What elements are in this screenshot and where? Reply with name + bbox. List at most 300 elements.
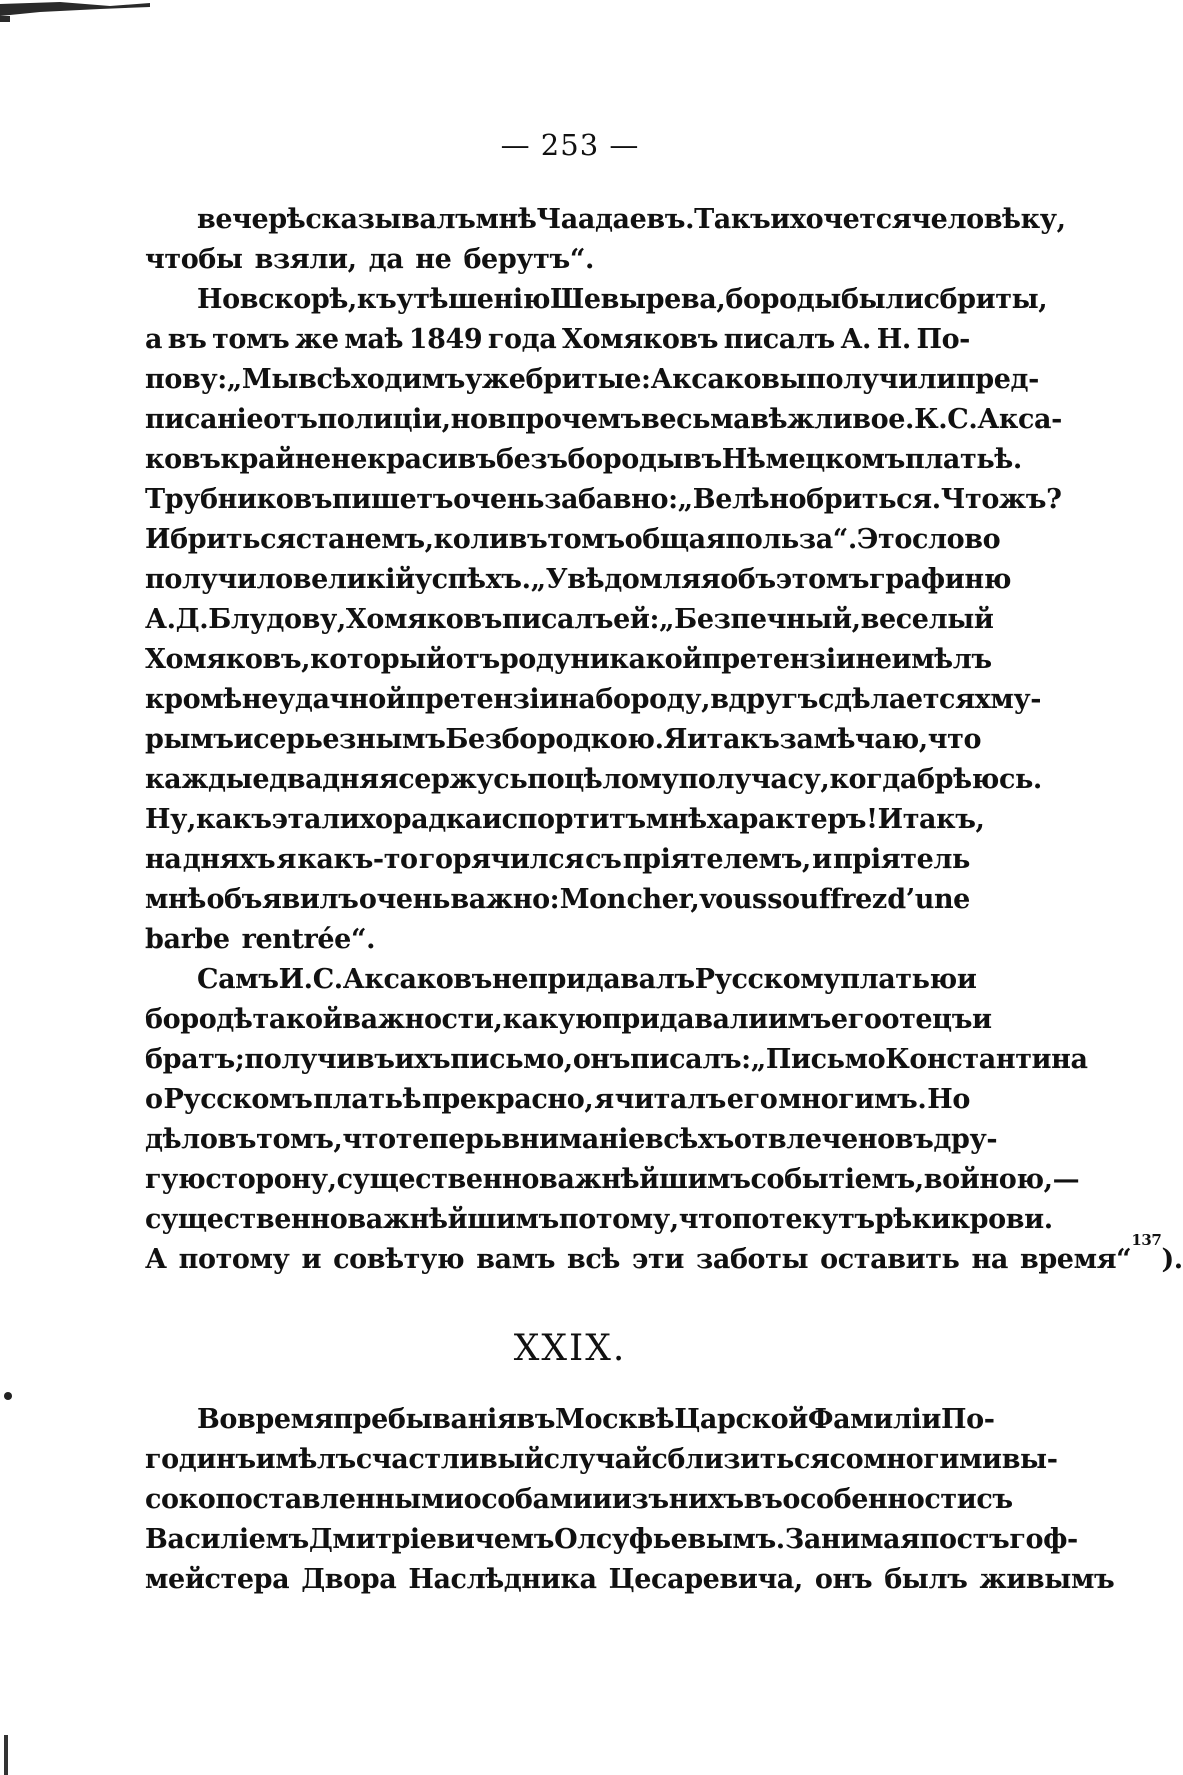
word: весьма	[640, 404, 751, 435]
word: всѣхъ	[644, 1124, 734, 1155]
body-text-lower	[145, 1400, 1115, 1600]
word: успѣхъ.	[414, 564, 531, 595]
word: Нѣмецкомъ	[721, 444, 905, 475]
word: великій	[292, 564, 415, 595]
word: Итакъ,	[877, 804, 985, 835]
word: и	[972, 1004, 992, 1035]
word: уже	[465, 364, 526, 395]
word: съ	[585, 844, 622, 875]
word: объ	[720, 564, 776, 595]
word: С.	[312, 964, 343, 995]
text-line	[145, 1400, 995, 1440]
word: былъ	[884, 1564, 968, 1595]
word: Акса-	[977, 404, 1062, 435]
word: А	[145, 1244, 167, 1275]
text-line	[145, 1480, 1013, 1520]
text-line	[145, 360, 1039, 400]
word: испортитъ	[482, 804, 646, 835]
word: Это	[856, 524, 912, 555]
word: сказывалъ	[305, 204, 476, 235]
text-line	[145, 280, 1048, 320]
word: придавалъ	[528, 964, 695, 995]
word: неудачной	[241, 684, 406, 715]
word: его	[830, 1004, 882, 1035]
word: горячился	[418, 844, 584, 875]
word: въ	[217, 1124, 257, 1155]
word: Безбородкою.	[445, 724, 664, 755]
word: прекрасно,	[422, 1084, 594, 1115]
word: платьѣ.	[904, 444, 1022, 475]
word: года	[487, 324, 557, 355]
word: счастливый	[355, 1444, 544, 1475]
text-line	[145, 520, 1001, 560]
word: серьезнымъ	[253, 724, 446, 755]
text-line	[145, 840, 970, 880]
word: томъ,	[256, 1124, 343, 1155]
word: Занимая	[784, 1524, 920, 1555]
word: онъ	[814, 1564, 873, 1595]
text-line	[145, 1000, 992, 1040]
word: пріятелемъ,	[622, 844, 811, 875]
word: ей:	[613, 604, 660, 635]
word: не	[491, 964, 529, 995]
word: Чтожъ?	[940, 484, 1062, 515]
body-text-upper	[145, 200, 1183, 1280]
word: на	[145, 844, 182, 875]
word: Н.	[876, 324, 911, 355]
word: важности,	[342, 1004, 503, 1035]
text-line	[145, 1440, 1058, 1480]
word: кромѣ	[145, 684, 242, 715]
word: Чаадаевъ.	[536, 204, 695, 235]
word: безъ	[496, 444, 568, 475]
word: особенности	[782, 1484, 977, 1515]
word: сокопоставленными	[145, 1484, 464, 1515]
word: важно:	[450, 884, 560, 915]
text-line	[145, 720, 982, 760]
word: Блудову,	[208, 604, 346, 635]
word: крови.	[950, 1204, 1053, 1235]
word: и	[812, 844, 832, 875]
word: томъ	[547, 524, 625, 555]
word: слово	[911, 524, 1001, 555]
text-line	[145, 1560, 1115, 1600]
word: rentrée“.	[241, 924, 376, 955]
text-line	[145, 1200, 1053, 1240]
text-line	[145, 200, 1066, 240]
word: брѣюсь.	[916, 764, 1042, 795]
word: ихъ	[394, 1044, 451, 1075]
word: отецъ	[881, 1004, 973, 1035]
word: хму-	[974, 684, 1042, 715]
word: вамъ	[476, 1244, 556, 1275]
word: потекутъ	[732, 1204, 875, 1235]
word: Д.	[175, 604, 209, 635]
word: утѣшенію	[396, 284, 551, 315]
text-line	[145, 680, 1042, 720]
paragraph	[145, 960, 1183, 1280]
word: и	[770, 204, 790, 235]
word: впрочемъ	[487, 404, 641, 435]
word: всѣ	[298, 364, 352, 395]
word: Хомяковъ	[345, 604, 502, 635]
word: какую	[502, 1004, 603, 1035]
word: замѣчаю,	[779, 724, 928, 755]
word: общая	[624, 524, 726, 555]
word: и	[687, 724, 707, 755]
word: бороды	[567, 444, 684, 475]
word: Во	[197, 1404, 238, 1435]
text-line	[145, 1120, 998, 1160]
word: войною,—	[923, 1164, 1080, 1195]
text-line	[145, 960, 977, 1000]
word: что	[927, 724, 982, 755]
word: письмо,	[450, 1044, 573, 1075]
word: такъ	[706, 724, 780, 755]
word: я	[378, 764, 399, 795]
word: читалъ	[614, 1084, 726, 1115]
word: цѣлому	[564, 764, 679, 795]
word: существенно	[336, 1164, 539, 1195]
word: время“	[1019, 1244, 1132, 1275]
word: съ	[976, 1484, 1013, 1515]
word: и	[233, 724, 254, 755]
word: забавно:	[544, 484, 678, 515]
word: писалъ	[501, 604, 614, 635]
word: особами	[463, 1484, 593, 1515]
word: мнѣ	[145, 884, 207, 915]
word: писаніе	[145, 404, 264, 435]
word: польза“.	[725, 524, 857, 555]
chapter-title: XXIX.	[513, 1328, 627, 1369]
word: веселый	[860, 604, 994, 635]
word: придавали	[602, 1004, 768, 1035]
word: многими	[863, 1444, 1002, 1475]
word: сержусь	[398, 764, 528, 795]
word: С.	[947, 404, 978, 435]
word: Самъ	[197, 964, 279, 995]
scan-edge-left	[2, 1735, 12, 1775]
paragraph	[145, 1400, 1115, 1600]
word: Москвѣ	[555, 1404, 675, 1435]
word: въ	[683, 444, 722, 475]
word: постъ	[919, 1524, 1010, 1555]
word: который	[310, 644, 446, 675]
word: И	[145, 524, 171, 555]
word: souffrez	[767, 884, 887, 915]
word: о	[145, 1084, 163, 1115]
word: изъ	[611, 1484, 669, 1515]
word: писалъ	[723, 324, 835, 355]
word: имѣлъ	[255, 1444, 356, 1475]
word: отъ	[445, 644, 500, 675]
word: не	[855, 644, 892, 675]
word: въ	[508, 524, 548, 555]
word: годинъ	[145, 1444, 256, 1475]
page-number: — 253 —	[500, 128, 640, 162]
word: существенно	[145, 1204, 348, 1235]
text-line	[145, 560, 1012, 600]
word: бородѣ	[145, 1004, 253, 1035]
word: взяли,	[254, 244, 357, 275]
text-line	[145, 480, 1062, 520]
word: бриться	[170, 524, 296, 555]
word: получили	[806, 364, 956, 395]
text-line	[145, 240, 970, 280]
text-line	[145, 880, 970, 920]
scan-dot-left	[2, 1390, 12, 1402]
word: бороду,	[595, 684, 711, 715]
word: Но	[927, 1084, 970, 1115]
word: дру-	[933, 1124, 998, 1155]
word: да	[368, 244, 404, 275]
word: графиню	[869, 564, 1012, 595]
word: Хомяковъ,	[145, 644, 311, 675]
word: роду	[499, 644, 571, 675]
word: онъ	[572, 1044, 631, 1075]
word: получасу,	[678, 764, 830, 795]
word: вскорѣ,	[239, 284, 357, 315]
word: Трубниковъ	[145, 484, 333, 515]
word: станемъ,	[295, 524, 434, 555]
word: „Письмо	[750, 1044, 886, 1075]
word: что	[342, 1124, 396, 1155]
word: Хомяковъ	[561, 324, 719, 355]
word: томъ	[212, 324, 290, 355]
word: нихъ	[668, 1484, 744, 1515]
text-line	[145, 1231, 1183, 1280]
word: чтобы	[145, 244, 243, 275]
word: такой	[252, 1004, 343, 1035]
word: и	[301, 1244, 322, 1275]
text-line	[145, 1040, 1088, 1080]
word: отъ	[263, 404, 318, 435]
word: вы-	[1001, 1444, 1058, 1475]
word: полиціи,	[317, 404, 451, 435]
word: Цесаревича,	[608, 1564, 803, 1595]
word: когда	[829, 764, 917, 795]
word: пребыванія	[333, 1404, 517, 1435]
word: не	[415, 244, 452, 275]
word: А.	[145, 604, 176, 635]
word: пову:	[145, 364, 227, 395]
text-line	[145, 320, 970, 360]
text-line	[145, 760, 1042, 800]
word: Аксаковы	[650, 364, 807, 395]
word: его	[726, 1084, 778, 1115]
word: рѣки	[874, 1204, 951, 1235]
word: Наслѣдника	[408, 1564, 597, 1595]
word: платью	[840, 964, 957, 995]
text-line	[145, 600, 994, 640]
word: вечерѣ	[197, 204, 306, 235]
word: претензіи	[701, 644, 856, 675]
word: cher,	[626, 884, 700, 915]
word: что	[678, 1204, 733, 1235]
word: Олсуфьевымъ.	[554, 1524, 785, 1555]
word: гую	[145, 1164, 206, 1195]
word: Аксаковъ	[342, 964, 492, 995]
word: „Безпечный,	[659, 604, 861, 635]
word: d’une	[887, 884, 970, 915]
word: были	[840, 284, 924, 315]
word: каждые	[145, 764, 270, 795]
word: мейстера	[145, 1564, 290, 1595]
word: „Увѣдомляя	[530, 564, 721, 595]
word: какъ	[196, 804, 272, 835]
word: бритые:	[525, 364, 651, 395]
word: въ	[167, 324, 207, 355]
word: хочется	[789, 204, 912, 235]
word: „Мы	[226, 364, 299, 395]
word: пред-	[955, 364, 1039, 395]
word: сдѣлается	[817, 684, 975, 715]
word: Mon	[559, 884, 627, 915]
word: потому	[178, 1244, 290, 1275]
word: получило	[145, 564, 293, 595]
word: совѣтую	[333, 1244, 465, 1275]
word: сбриты,	[923, 284, 1048, 315]
word: Царской	[674, 1404, 808, 1435]
word: многимъ.	[778, 1084, 927, 1115]
paragraph	[145, 280, 1062, 960]
word: крайне	[220, 444, 331, 475]
word: коли	[433, 524, 509, 555]
word: въ	[894, 1124, 934, 1155]
word: пріятель	[833, 844, 970, 875]
text-line	[145, 640, 992, 680]
word: братъ;	[145, 1044, 245, 1075]
word: потому,	[558, 1204, 679, 1235]
word: гоф-	[1009, 1524, 1078, 1555]
word: Константина	[885, 1044, 1088, 1075]
word: я	[594, 1084, 614, 1115]
text-line	[145, 1160, 1080, 1200]
word: По-	[941, 1404, 995, 1435]
word: По-	[916, 324, 970, 355]
text-line	[145, 1520, 1078, 1560]
word: объявилъ	[206, 884, 359, 915]
word: Русскомъ	[163, 1084, 313, 1115]
word: дняхъ	[182, 844, 276, 875]
text-line	[145, 920, 970, 960]
word: мнѣ	[645, 804, 707, 835]
word: пишетъ	[332, 484, 454, 515]
word: дѣло	[145, 1124, 218, 1155]
word: Ну,	[145, 804, 196, 835]
word: сторону,	[205, 1164, 337, 1195]
word: важнѣйшимъ	[347, 1204, 559, 1235]
word: вдругъ	[710, 684, 818, 715]
word: вниманіе	[501, 1124, 645, 1155]
word: бриться.	[806, 484, 941, 515]
word: имѣлъ	[891, 644, 992, 675]
word: человѣку,	[911, 204, 1066, 235]
word: характеръ!	[706, 804, 878, 835]
word: ковъ	[145, 444, 221, 475]
word: къ	[356, 284, 397, 315]
word: заботы	[696, 1244, 809, 1275]
word: получивъ	[244, 1044, 395, 1075]
word: на	[971, 1244, 1008, 1275]
word: берутъ“.	[463, 244, 594, 275]
word: я	[276, 844, 297, 875]
word: на	[558, 684, 596, 715]
text-line	[145, 400, 1062, 440]
word: Шевырева,	[550, 284, 726, 315]
scan-smudge-top	[0, 0, 150, 22]
word: А.	[840, 324, 872, 355]
word: Такъ	[694, 204, 771, 235]
word: но	[450, 404, 488, 435]
word: всѣ	[567, 1244, 621, 1275]
word: и	[592, 1484, 612, 1515]
word: Я	[663, 724, 687, 755]
word: „Велѣно	[677, 484, 807, 515]
word: отвлечено	[733, 1124, 895, 1155]
paragraph	[145, 200, 1066, 280]
word: со	[829, 1444, 864, 1475]
word: и	[956, 964, 977, 995]
word: дня	[322, 764, 379, 795]
word: сблизиться	[651, 1444, 830, 1475]
word: никакой	[570, 644, 702, 675]
text-line	[145, 440, 1022, 480]
word: маѣ	[344, 324, 404, 355]
word: vous	[699, 884, 767, 915]
word: имъ	[767, 1004, 831, 1035]
word: 1849	[408, 324, 483, 355]
word: очень	[453, 484, 545, 515]
word: въ	[516, 1404, 556, 1435]
footnote-reference: 137	[1131, 1231, 1162, 1249]
word: время	[237, 1404, 334, 1435]
word: важнѣйшимъ	[539, 1164, 751, 1195]
word: некрасивъ	[330, 444, 496, 475]
word: лихорадка	[321, 804, 483, 835]
word: К.	[914, 404, 948, 435]
closing-punctuation: ).	[1161, 1244, 1183, 1275]
word: Двора	[301, 1564, 397, 1595]
word: теперь	[395, 1124, 502, 1155]
word: писалъ:	[630, 1044, 751, 1075]
word: ходимъ	[351, 364, 465, 395]
word: рымъ	[145, 724, 234, 755]
text-line	[145, 800, 985, 840]
word: бороды	[725, 284, 841, 315]
word: платьѣ	[313, 1084, 422, 1115]
word: эта	[271, 804, 322, 835]
word: въ	[743, 1484, 783, 1515]
word: barbe	[145, 924, 230, 955]
word: Русскому	[694, 964, 841, 995]
word: Фамиліи	[807, 1404, 941, 1435]
word: какъ-то	[297, 844, 418, 875]
word: два	[269, 764, 323, 795]
word: событіемъ,	[750, 1164, 924, 1195]
word: Но	[197, 284, 240, 315]
word: эти	[632, 1244, 685, 1275]
word: вѣжливое.	[750, 404, 915, 435]
word: а	[145, 324, 163, 355]
word: же	[295, 324, 339, 355]
word: мнѣ	[475, 204, 537, 235]
word: случай	[543, 1444, 652, 1475]
text-line	[145, 1080, 970, 1120]
word: оставить	[820, 1244, 960, 1275]
word: очень	[358, 884, 450, 915]
word: Василіемъ	[145, 1524, 309, 1555]
